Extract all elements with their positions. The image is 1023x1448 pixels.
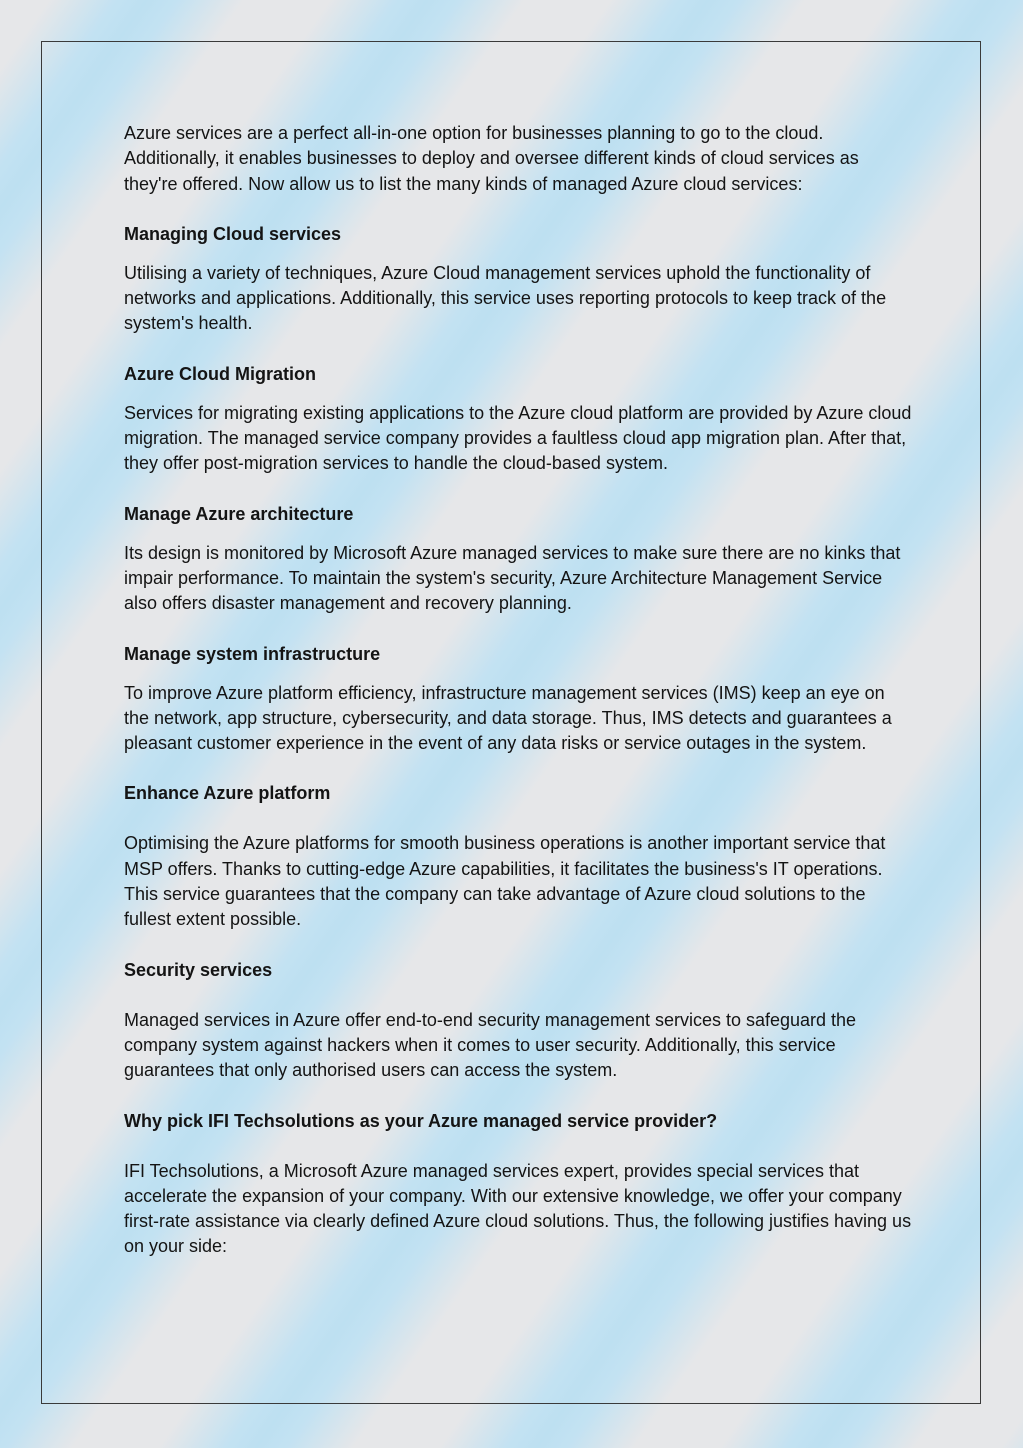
document-body [124,121,914,1260]
section-paragraph: Managed services in Azure offer end-to-end security management services to safeguard the company system against hackers when it comes to user security. Additionally, this service guarantees that only authorised users can access the system. [124,1009,857,1081]
section-paragraph: Services for migrating existing applications to the Azure cloud platform are provided by Azure cloud migration. The managed service company provides a faultless cloud app migration plan. After that, they offer post-migration services to handle the cloud-based system. [124,402,912,474]
intro-paragraph: Azure services are a perfect all-in-one option for businesses planning to go to the cloud. Additionally, it enables businesses to deploy and oversee different kinds of cloud services as they're offered. Now allow us to list the many kinds of managed Azure cloud services: [124,123,859,194]
section-heading: Enhance Azure platform [124,783,331,804]
section-heading: Azure Cloud Migration [124,363,316,384]
section-paragraph: Utilising a variety of techniques, Azure Cloud management services uphold the functionality of networks and applications. Additionally, this service uses reporting protocols to keep track of the system's health. [124,262,887,334]
section-paragraph: To improve Azure platform efficiency, infrastructure management services (IMS) keep an eye on the network, app structure, cybersecurity, and data storage. Thus, IMS detects and guarantees a pleasant customer experience in the event of any data risks or service outages in the system. [124,682,892,754]
section-heading: Managing Cloud services [124,223,342,244]
section-heading: Why pick IFI Techsolutions as your Azure managed service provider? [124,1110,718,1131]
section-paragraph: Optimising the Azure platforms for smooth business operations is another important service that MSP offers. Thanks to cutting-edge Azure capabilities, it facilitates the business's IT operations. This service guarantees that the company can take advantage of Azure cloud solutions to the fullest extent possible. [124,833,886,930]
section-heading: Manage Azure architecture [124,503,354,524]
section-paragraph: Its design is monitored by Microsoft Azure managed services to make sure there are no kinks that impair performance. To maintain the system's security, Azure Architecture Management Service also offers disaster management and recovery planning. [124,542,901,614]
section-heading: Security services [124,959,273,980]
section-paragraph: IFI Techsolutions, a Microsoft Azure managed services expert, provides special services that accelerate the expansion of your company. With our extensive knowledge, we offer your company first-rate assistance via clearly defined Azure cloud solutions. Thus, the following justifies having us on your side: [124,1160,912,1257]
section-heading: Manage system infrastructure [124,643,381,664]
